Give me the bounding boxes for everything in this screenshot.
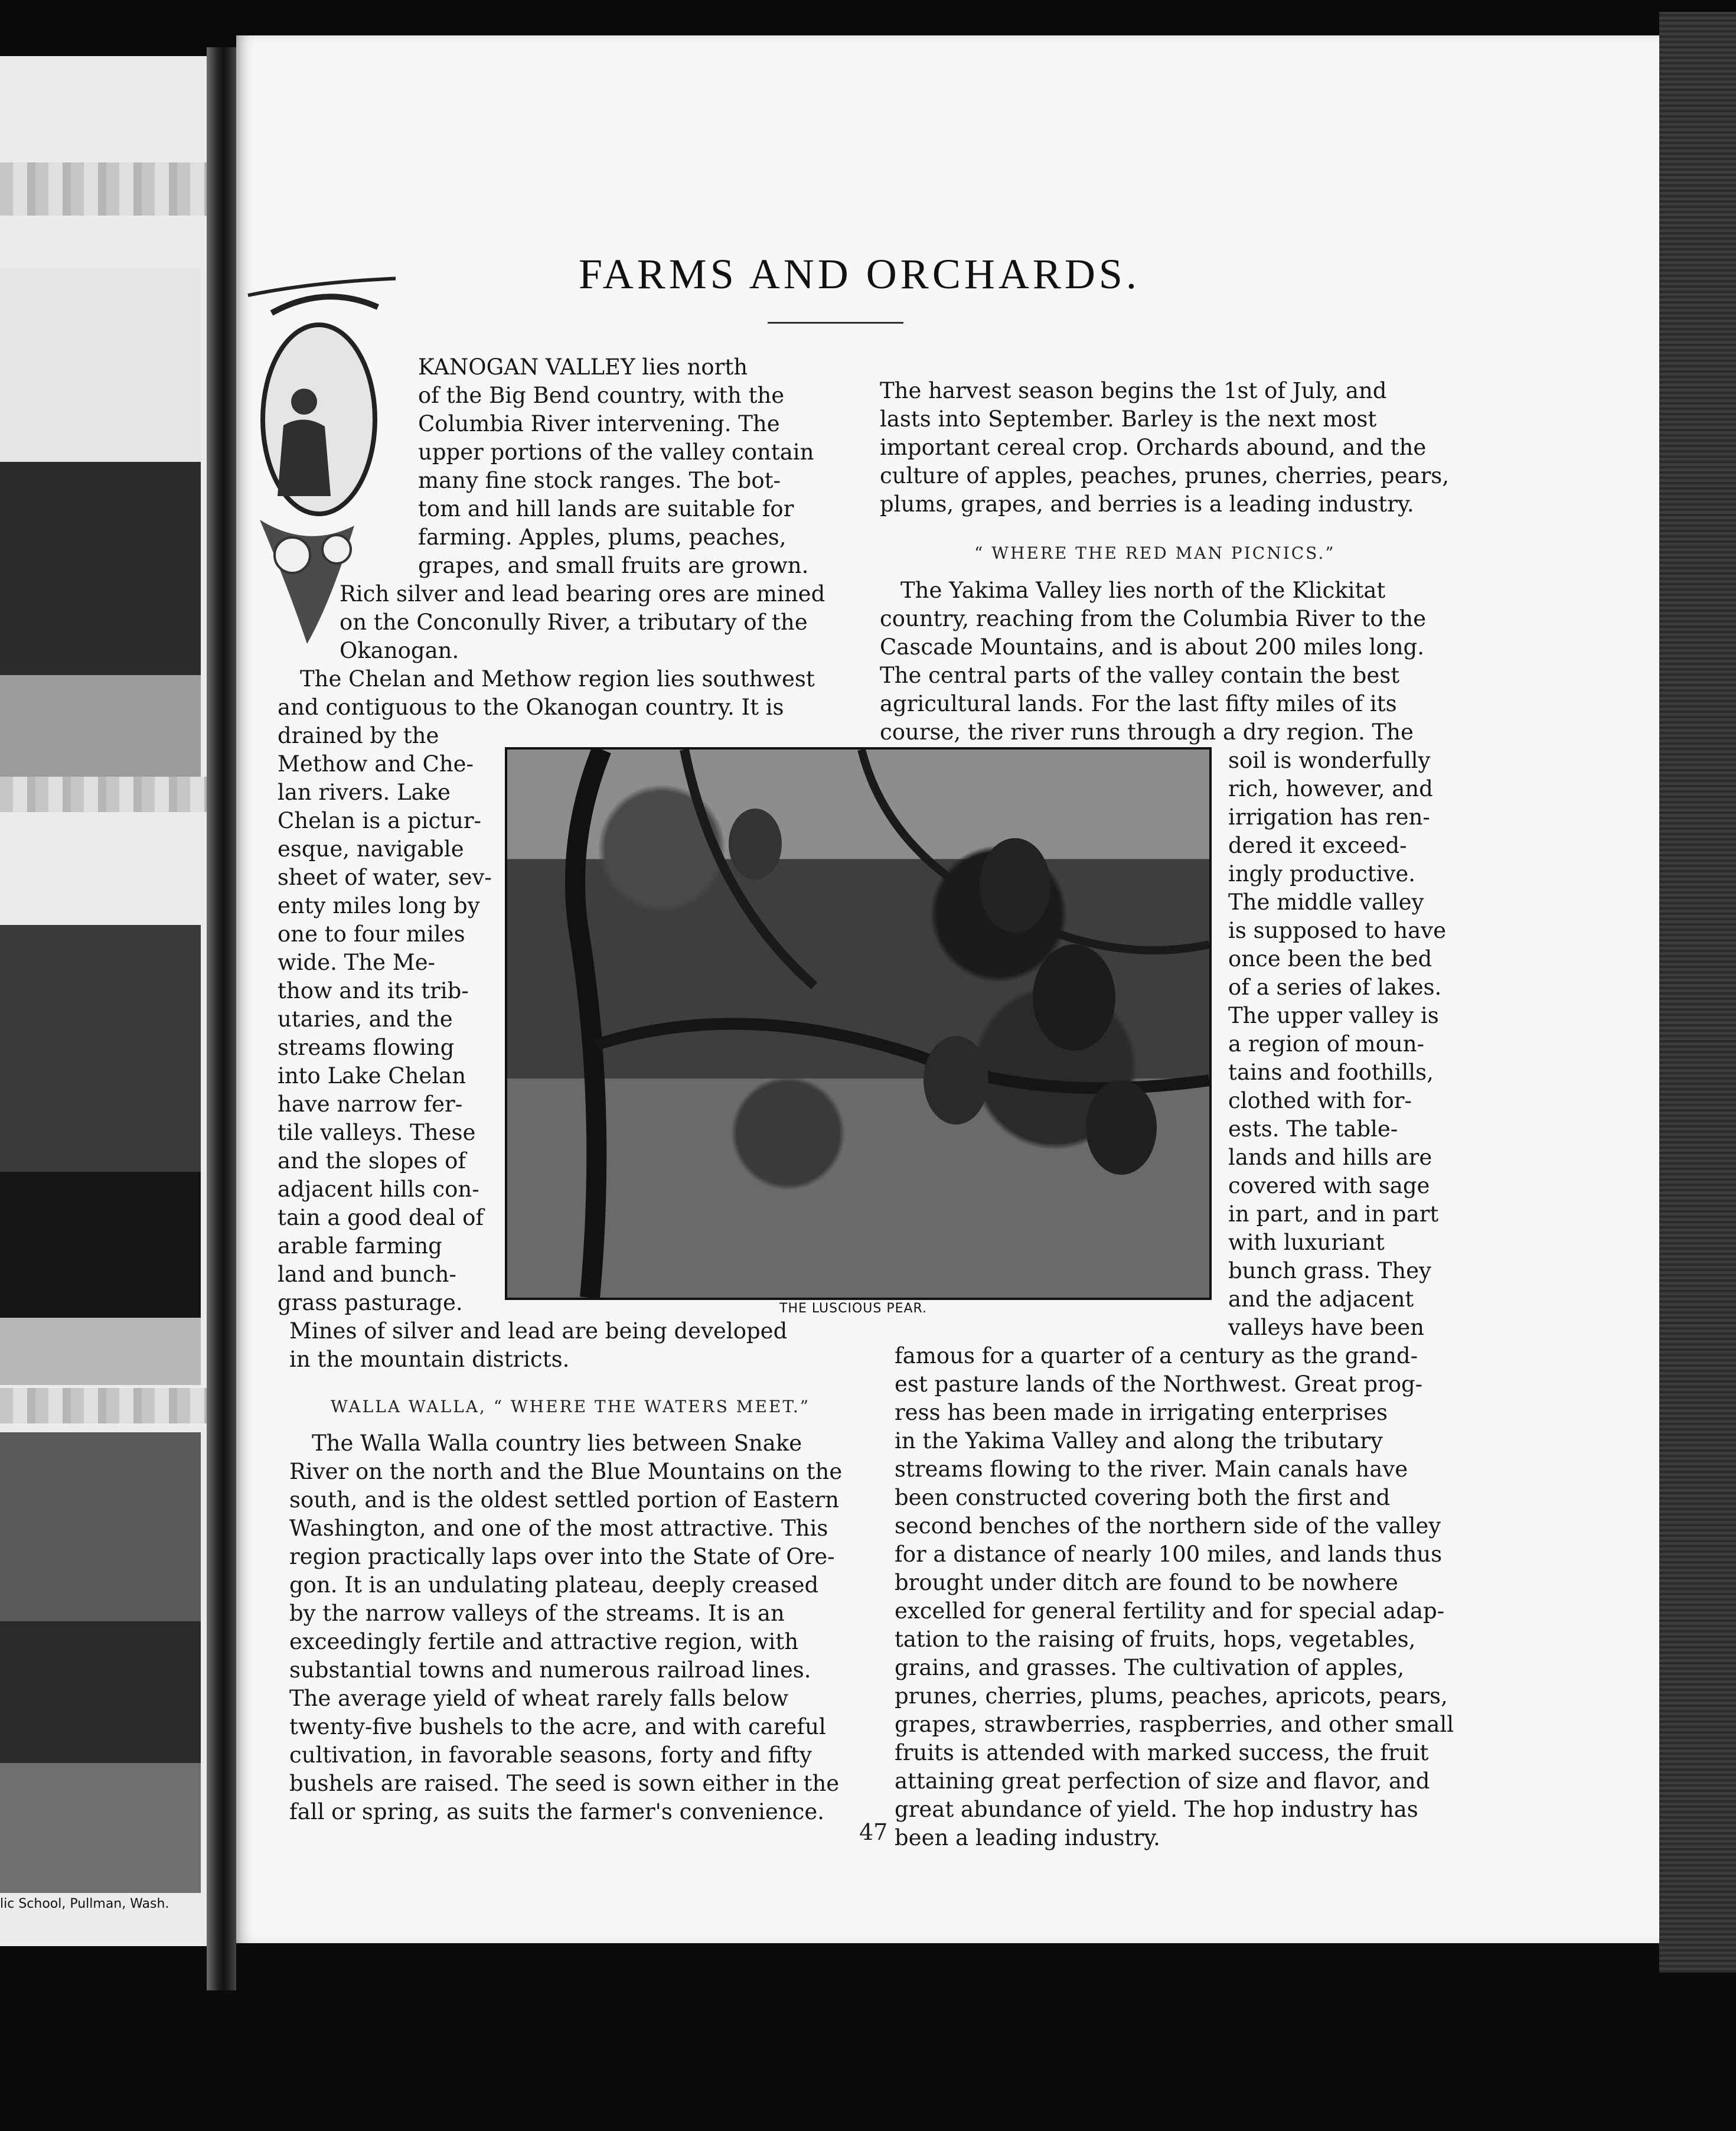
text-line: wide. The Me- [278,950,436,975]
facing-ornament [0,777,207,812]
text-line: esque, navigable [278,836,464,862]
text-line: fall or spring, as suits the farmer's convenience. [289,1799,824,1824]
text-line: lands and hills are [1228,1145,1432,1170]
text-line: second benches of the northern side of the valley [895,1513,1441,1539]
text-line: clothed with for- [1228,1088,1412,1113]
facing-photo-crowd [0,824,201,1385]
text-line: thow and its trib- [278,978,469,1003]
text-line: grass pasturage. [278,1290,463,1315]
text-line: farming. Apples, plums, peaches, [418,524,787,550]
text-line: enty miles long by [278,893,480,918]
facing-photo-interior [0,1432,201,1905]
text-line: bushels are raised. The seed is sown either in the [289,1771,840,1796]
text-line: gon. It is an undulating plateau, deeply creased [289,1572,819,1598]
title-rule [768,322,903,324]
text-line: plums, grapes, and berries is a leading industry. [880,491,1414,517]
text-line: excelled for general fertility and for special adap- [895,1598,1445,1624]
text-line: have narrow fer- [278,1091,463,1117]
text-line: one to four miles [278,921,465,947]
text-line: and the adjacent [1228,1286,1414,1312]
text-line: twenty-five bushels to the acre, and with careful [289,1714,826,1739]
text-line: ress has been made in irrigating enterprises [895,1400,1388,1425]
text-line: and the slopes of [278,1148,466,1174]
text-line: Rich silver and lead bearing ores are mined [340,581,825,607]
section-heading-red-man: “ WHERE THE RED MAN PICNICS.” [974,543,1336,563]
text-line: lasts into September. Barley is the next most [880,406,1377,432]
text-line: in the mountain districts. [289,1347,570,1372]
text-line: exceedingly fertile and attractive region, with [289,1629,799,1654]
text-line: upper portions of the valley contain [418,439,814,465]
text-line: covered with sage [1228,1173,1430,1198]
text-line: The harvest season begins the 1st of July, and [880,378,1387,403]
text-line: soil is wonderfully [1228,748,1431,773]
section-heading-walla-walla: WALLA WALLA, “ WHERE THE WATERS MEET.” [331,1397,811,1416]
facing-page [0,56,207,1946]
text-line: Methow and Che- [278,751,474,777]
text-line: with luxuriant [1228,1230,1385,1255]
text-line: Cascade Mountains, and is about 200 miles long. [880,634,1424,660]
text-line: in the Yakima Valley and along the tributary [895,1428,1383,1454]
text-line: ingly productive. [1228,861,1415,887]
text-line: and contiguous to the Okanogan country. It is [278,695,784,720]
text-line: streams flowing [278,1035,455,1060]
text-line: The Walla Walla country lies between Snake [312,1431,802,1456]
text-line: tom and hill lands are suitable for [418,496,794,522]
text-line: agricultural lands. For the last fifty miles of its [880,691,1397,716]
pear-tree-photo [505,747,1212,1300]
text-line: lan rivers. Lake [278,780,451,805]
text-line: The average yield of wheat rarely falls below [289,1686,789,1711]
text-line: valleys have been [1228,1315,1424,1340]
text-line: been a leading industry. [895,1825,1160,1850]
text-line: been constructed covering both the first and [895,1485,1391,1510]
text-line: tile valleys. These [278,1120,476,1145]
text-line: grapes, and small fruits are grown. [418,553,809,578]
text-line: tains and foothills, [1228,1060,1434,1085]
facing-caption: lic School, Pullman, Wash. [0,1893,201,1915]
text-line: into Lake Chelan [278,1063,466,1089]
text-line: once been the bed [1228,946,1432,972]
text-line: of the Big Bend country, with the [418,383,785,408]
text-line: drained by the [278,723,439,748]
text-line: ests. The table- [1228,1116,1398,1142]
text-line: in part, and in part [1228,1201,1439,1227]
text-line: arable farming [278,1233,442,1259]
book-cover-edge [1659,12,1736,1973]
text-line: famous for a quarter of a century as the grand- [895,1343,1418,1368]
text-line: cultivation, in favorable seasons, forty and fifty [289,1742,812,1768]
text-line: Columbia River intervening. The [418,411,780,436]
text-line: tain a good deal of [278,1205,484,1230]
text-line: country, reaching from the Columbia River to the [880,606,1426,631]
text-line: great abundance of yield. The hop industry has [895,1797,1418,1822]
text-line: bunch grass. They [1228,1258,1431,1283]
text-line: grapes, strawberries, raspberries, and other small [895,1712,1454,1737]
text-line: Okanogan. [340,638,459,663]
facing-ornament [0,1388,207,1423]
text-line: River on the north and the Blue Mountains on the [289,1459,843,1484]
text-line: The Yakima Valley lies north of the Klickitat [900,578,1386,603]
text-line: The central parts of the valley contain the best [880,663,1400,688]
text-line: attaining great perfection of size and flavor, and [895,1768,1430,1794]
text-line: by the narrow valleys of the streams. It is an [289,1601,785,1626]
text-line: prunes, cherries, plums, peaches, apricots, pears, [895,1683,1448,1709]
text-line: of a series of lakes. [1228,975,1442,1000]
text-line: course, the river runs through a dry region. The [880,719,1414,745]
text-line: important cereal crop. Orchards abound, and the [880,435,1427,460]
text-line: Mines of silver and lead are being developed [289,1318,788,1344]
facing-ornament [0,162,207,216]
page-number: 47 [859,1819,888,1845]
text-line: tation to the raising of fruits, hops, vegetables, [895,1627,1416,1652]
text-line: fruits is attended with marked success, the fruit [895,1740,1429,1765]
text-line: The upper valley is [1228,1003,1439,1028]
text-line: on the Conconully River, a tributary of the [340,610,808,635]
text-line: The Chelan and Methow region lies southwest [300,666,815,692]
figure-caption: THE LUSCIOUS PEAR. [779,1301,928,1316]
text-line: irrigation has ren- [1228,804,1430,830]
text-line: KANOGAN VALLEY lies north [418,354,748,380]
text-line: Washington, and one of the most attractive. This [289,1516,828,1541]
text-line: utaries, and the [278,1006,453,1032]
page-title: FARMS AND ORCHARDS. [579,250,1140,298]
text-line: sheet of water, sev- [278,865,492,890]
text-line: region practically laps over into the State of Ore- [289,1544,835,1569]
pear-tree-illustration [507,750,1209,1298]
text-line: is supposed to have [1228,918,1446,943]
text-line: Chelan is a pictur- [278,808,482,833]
text-line: many fine stock ranges. The bot- [418,468,781,493]
text-line: streams flowing to the river. Main canals have [895,1456,1408,1482]
facing-photo-building [0,269,201,777]
text-line: culture of apples, peaches, prunes, cherries, pears, [880,463,1450,488]
text-line: The middle valley [1228,889,1424,915]
text-line: adjacent hills con- [278,1177,479,1202]
book-page [236,35,1659,1943]
text-line: land and bunch- [278,1262,456,1287]
text-line: for a distance of nearly 100 miles, and lands thus [895,1542,1443,1567]
text-line: substantial towns and numerous railroad lines. [289,1657,811,1683]
text-line: dered it exceed- [1228,833,1407,858]
text-line: rich, however, and [1228,776,1433,801]
text-line: est pasture lands of the Northwest. Great prog- [895,1371,1423,1397]
text-line: brought under ditch are found to be nowhere [895,1570,1398,1595]
text-line: a region of moun- [1228,1031,1425,1057]
text-line: south, and is the oldest settled portion of Eastern [289,1487,839,1513]
book-gutter [207,47,236,1990]
text-line: grains, and grasses. The cultivation of apples, [895,1655,1405,1680]
